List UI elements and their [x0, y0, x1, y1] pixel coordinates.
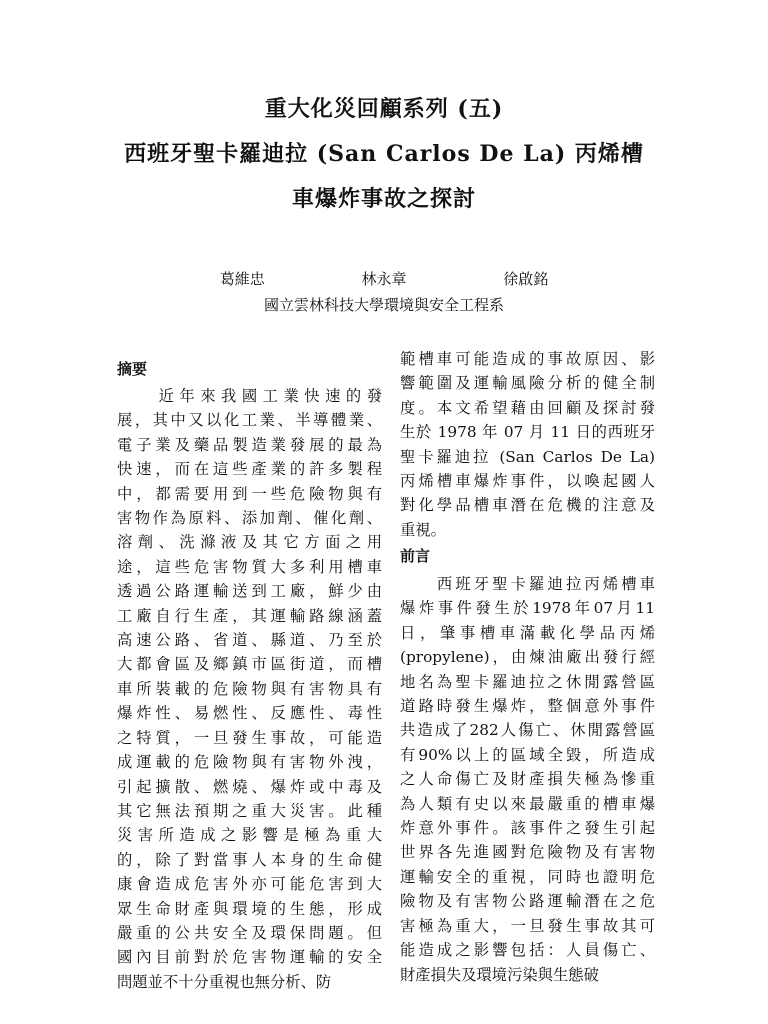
text-line: 害物作為原料、添加劑、催化劑、	[117, 509, 382, 528]
text-line: 聖卡羅迪拉 (San Carlos De La)	[400, 447, 655, 466]
text-line: 丙烯槽車爆炸事件，以喚起國人	[400, 472, 655, 491]
author-list	[0, 268, 768, 289]
text-line: 途，這些危害物質大多利用槽車	[117, 557, 382, 576]
text-line: 炸意外事件。該事件之發生引起	[400, 819, 655, 838]
text-line: 爆炸性、易燃性、反應性、毒性	[117, 704, 382, 723]
introduction-body	[400, 572, 655, 987]
text-line: 災害所造成之影響是極為重大	[117, 826, 382, 845]
title-line-1: 重大化災回顧系列 (五)	[264, 96, 504, 122]
text-line: 大都會區及鄉鎮市區街道，而槽	[117, 655, 382, 674]
abstract-continued	[400, 347, 655, 542]
text-line: 工廠自行生產，其運輸路線涵蓋	[117, 606, 382, 625]
text-line: 為人類有史以來最嚴重的槽車爆	[400, 794, 655, 813]
title-line-2: 西班牙聖卡羅迪拉 (San Carlos De La) 丙烯槽	[124, 141, 644, 167]
text-line: 其它無法預期之重大災害。此種	[117, 801, 382, 820]
text-line: 展，其中又以化工業、半導體業、	[117, 411, 382, 430]
text-line: 道路時發生爆炸，整個意外事件	[400, 697, 655, 716]
text-line: 的，除了對當事人本身的生命健	[117, 850, 382, 869]
text-line: 車所裝載的危險物與有害物具有	[117, 679, 382, 698]
text-line: 之人命傷亡及財產損失極為慘重	[400, 770, 655, 789]
text-line: 溶劑、洗滌液及其它方面之用	[117, 533, 382, 552]
author-name: 林永章	[361, 270, 407, 288]
text-line: 電子業及藥品製造業發展的最為	[117, 435, 382, 454]
text-line: 國內目前對於危害物運輸的安全	[117, 948, 382, 967]
text-line: 近年來我國工業快速的發	[117, 387, 382, 405]
text-line: 共造成了282人傷亡、休閒露營區	[400, 721, 655, 740]
text-line: 能造成之影響包括：人員傷亡、	[400, 941, 655, 960]
title-line-3: 車爆炸事故之探討	[291, 186, 476, 212]
text-line: 範槽車可能造成的事故原因、影	[400, 350, 655, 368]
text-line: 西班牙聖卡羅迪拉丙烯槽車	[400, 575, 655, 593]
text-line: 中，都需要用到一些危險物與有	[117, 484, 382, 503]
author-name: 葛維忠	[219, 270, 265, 288]
text-line: 財產損失及環境污染與生態破	[400, 965, 599, 984]
text-line: 地名為聖卡羅迪拉之休閒露營區	[400, 672, 655, 691]
text-line: 險物及有害物公路運輸潛在之危	[400, 892, 655, 911]
text-line: 對化學品槽車潛在危機的注意及	[400, 496, 655, 515]
text-line: 響範圍及運輸風險分析的健全制	[400, 374, 655, 393]
text-line: 之特質，一旦發生事故，可能造	[117, 728, 382, 747]
text-line: 害極為重大，一旦發生事故其可	[400, 916, 655, 935]
text-line: 世界各先進國對危險物及有害物	[400, 843, 655, 862]
text-line: 問題並不十分重視也無分析、防	[117, 972, 332, 991]
introduction-heading: 前言	[400, 547, 431, 565]
text-line: 爆炸事件發生於1978年07月11	[400, 599, 655, 618]
text-line: 嚴重的公共安全及環保問題。但	[117, 923, 382, 942]
text-line: 有90%以上的區域全毀，所造成	[400, 745, 655, 764]
text-line: 眾生命財產與環境的生態，形成	[117, 899, 382, 918]
abstract-body	[117, 384, 382, 994]
text-line: 成運載的危險物與有害物外洩，	[117, 753, 382, 772]
abstract-heading: 摘要	[117, 360, 148, 378]
text-line: 日，肇事槽車滿載化學品丙烯	[400, 623, 655, 642]
text-line: 康會造成危害外亦可能危害到大	[117, 875, 382, 894]
text-line: 運輸安全的重視，同時也證明危	[400, 867, 655, 886]
text-line: 高速公路、省道、縣道、乃至於	[117, 631, 382, 650]
affiliation: 國立雲林科技大學環境與安全工程系	[263, 296, 504, 314]
text-line: 生於 1978 年 07 月 11 日的西班牙	[400, 423, 655, 442]
text-line: (propylene)，由煉油廠出發行經	[400, 648, 655, 667]
text-line: 重視。	[400, 520, 446, 539]
text-line: 透過公路運輸送到工廠，鮮少由	[117, 582, 382, 601]
text-line: 快速，而在這些產業的許多製程	[117, 460, 382, 479]
text-line: 引起擴散、燃燒、爆炸或中毒及	[117, 777, 382, 796]
author-name: 徐啟銘	[503, 270, 549, 288]
text-line: 度。本文希望藉由回顧及探討發	[400, 398, 655, 417]
